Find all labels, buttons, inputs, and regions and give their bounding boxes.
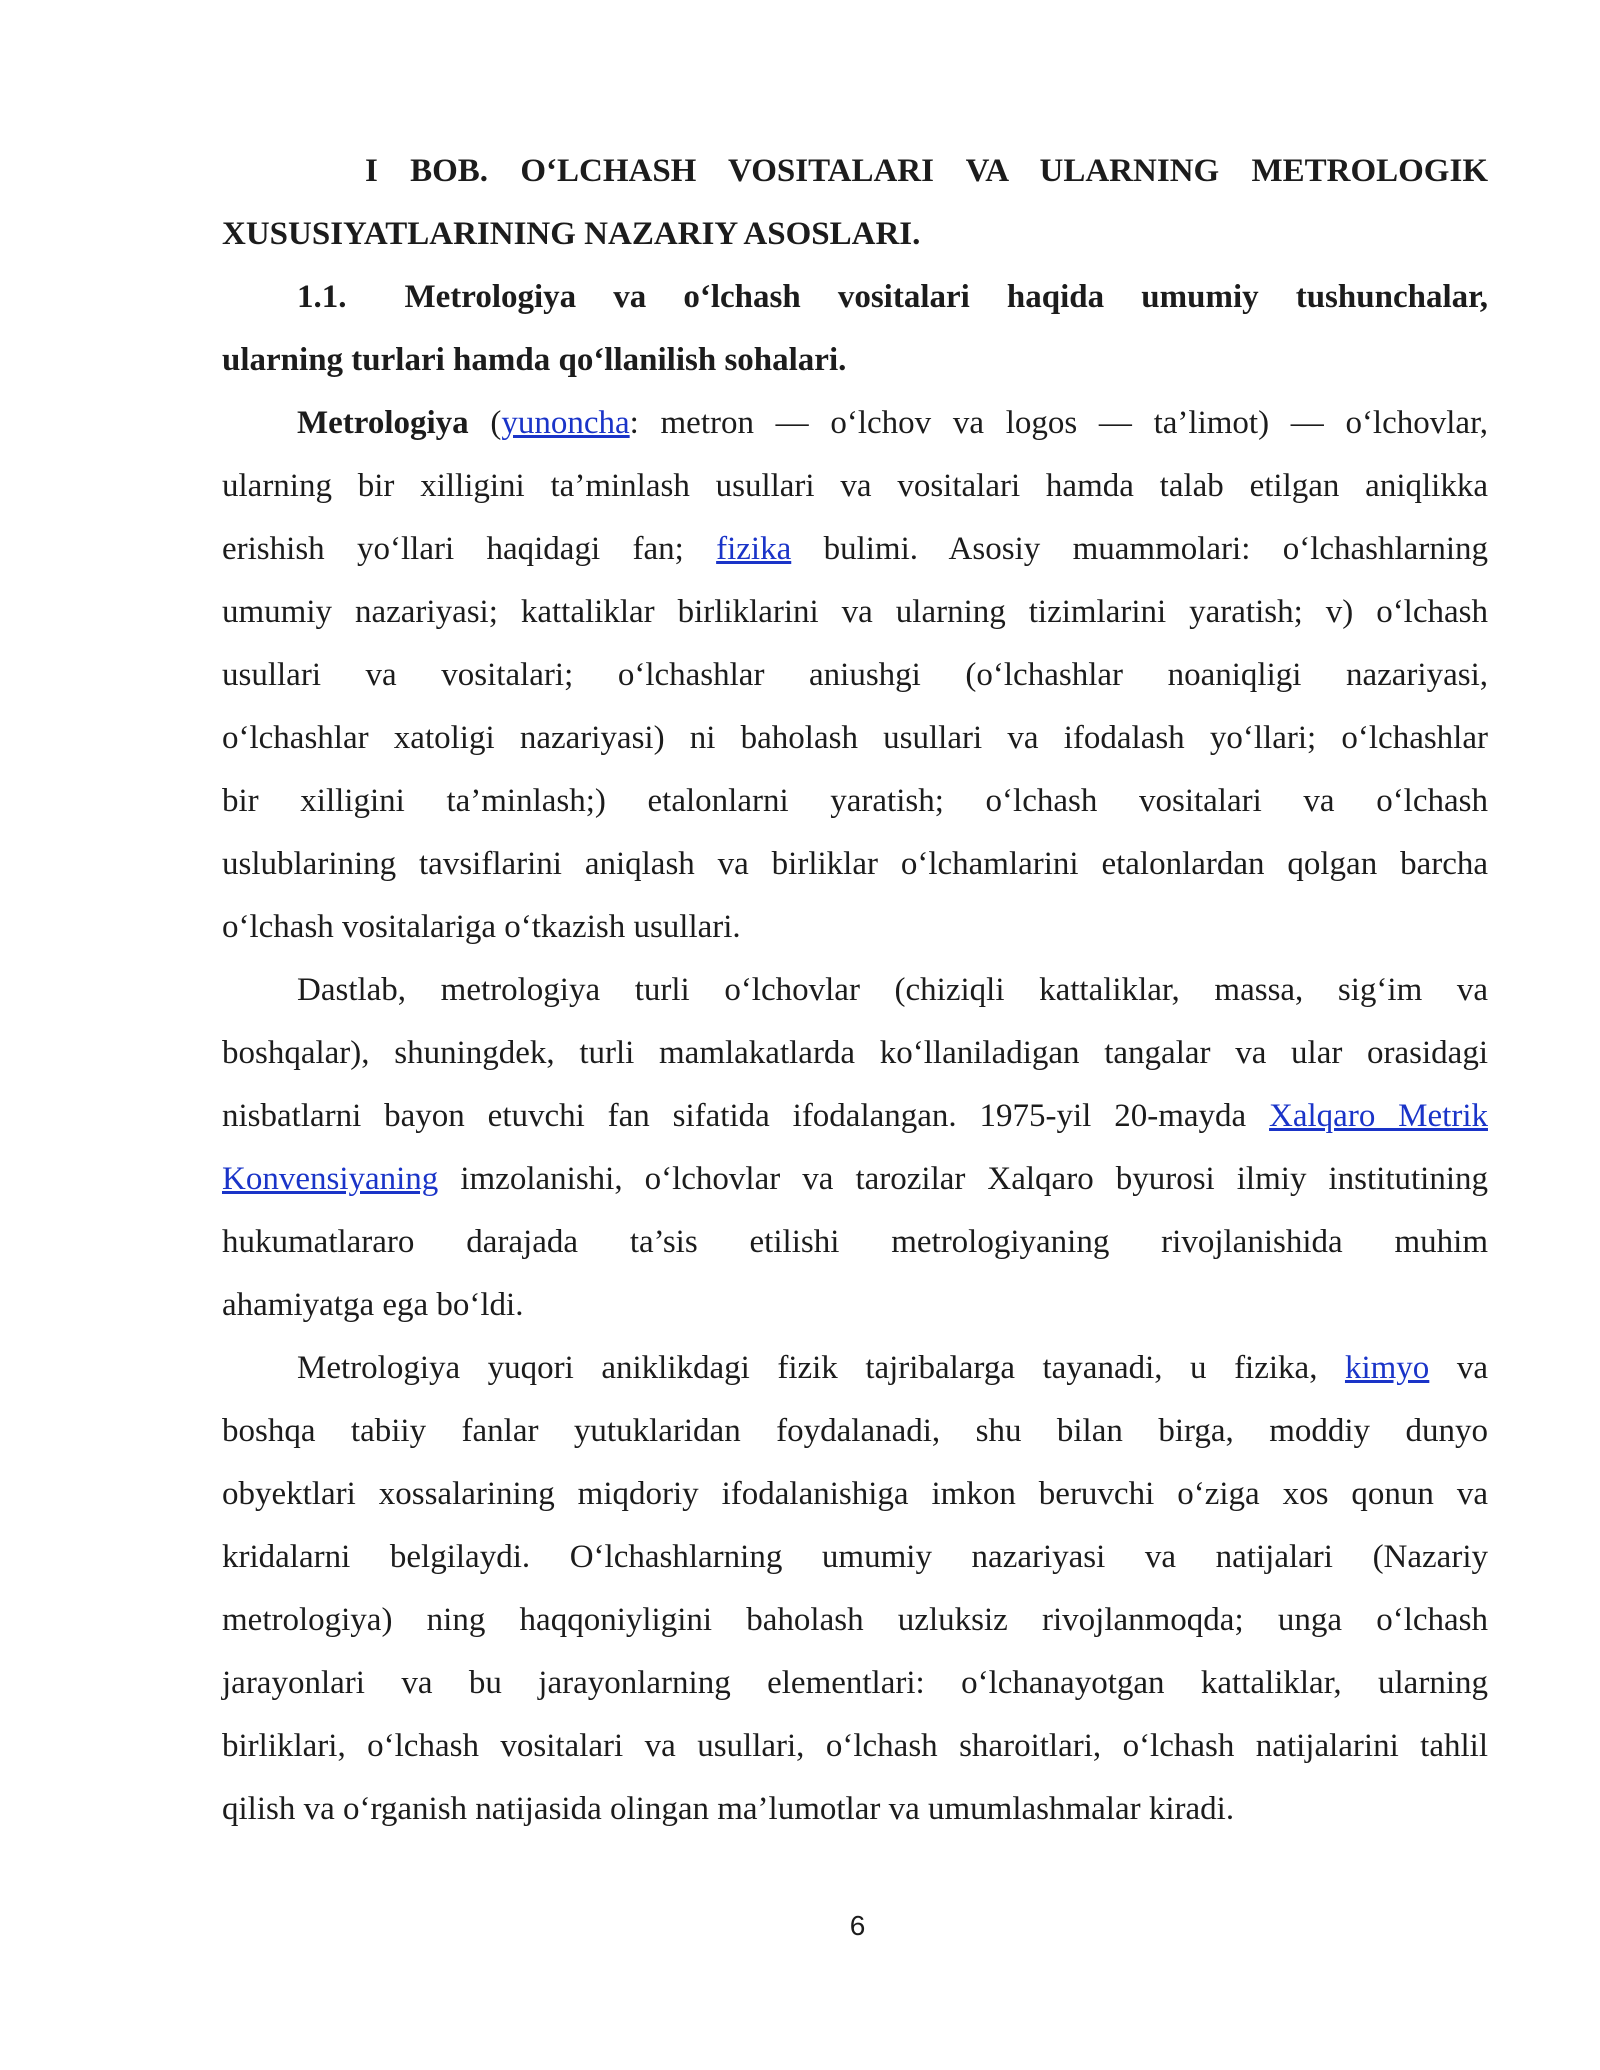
paragraph-1-line-1-rest: : metron — o‘lchov va logos — ta’limot) — o‘lchovlar, <box>629 405 1488 441</box>
paragraph-1-text-3a: erishish yo‘llari haqidagi fan; <box>222 531 717 567</box>
paragraph-3-line-1 <box>222 1337 1488 1400</box>
paragraph-1-line-9 <box>222 896 1488 959</box>
paragraph-1-text-5: usullari va vositalari; o‘lchashlar aniushgi (o‘lchashlar noaniqligi nazariyasi, <box>222 657 1488 693</box>
link-fizika[interactable]: fizika <box>716 531 792 567</box>
link-konvensiyaning[interactable]: Konvensiyaning <box>222 1161 439 1197</box>
paragraph-1-line-2 <box>222 455 1488 518</box>
page-number: 6 <box>849 1910 866 1941</box>
paragraph-3-text-6: jarayonlari va bu jarayonlarning elementlari: o‘lchanayotgan kattaliklar, ularning <box>222 1665 1488 1701</box>
paragraph-1-line-3 <box>222 518 1488 581</box>
paragraph-3-line-5 <box>222 1589 1488 1652</box>
paragraph-2-text-4: imzolanishi, o‘lchovlar va tarozilar Xalqaro byurosi ilmiy institutining <box>438 1161 1488 1197</box>
paragraph-3-line-2 <box>222 1400 1488 1463</box>
paragraph-1-line-7 <box>222 770 1488 833</box>
paragraph-3-text-7: birliklari, o‘lchash vositalari va usullari, o‘lchash sharoitlari, o‘lchash natijalarini tahlil <box>222 1728 1488 1764</box>
section-heading-line-2 <box>222 329 1488 392</box>
paragraph-1-text-2: ularning bir xilligini ta’minlash usullari va vositalari hamda talab etilgan aniqlikka <box>222 468 1488 504</box>
link-xalqaro-metrik[interactable]: Xalqaro Metrik <box>1269 1098 1488 1134</box>
paragraph-3-text-2: boshqa tabiiy fanlar yutuklaridan foydalanadi, shu bilan birga, moddiy dunyo <box>222 1413 1488 1449</box>
paragraph-2-text-5: hukumatlararo darajada ta’sis etilishi metrologiyaning rivojlanishida muhim <box>222 1224 1488 1260</box>
paragraph-2-line-4 <box>222 1148 1488 1211</box>
paragraph-1-text-9: o‘lchash vositalariga o‘tkazish usullari. <box>222 909 741 945</box>
paragraph-2-text-3: nisbatlarni bayon etuvchi fan sifatida ifodalangan. 1975-yil 20-mayda <box>222 1098 1270 1134</box>
section-number: 1.1. <box>297 279 347 315</box>
paragraph-2-line-1 <box>222 959 1488 1022</box>
paragraph-3-text-8: qilish va o‘rganish natijasida olingan ma’lumotlar va umumlashmalar kiradi. <box>222 1791 1235 1827</box>
paragraph-2-text-1: Dastlab, metrologiya turli o‘lchovlar (chiziqli kattaliklar, massa, sig‘im va <box>297 972 1488 1008</box>
paragraph-3-text-1b: va <box>1429 1350 1488 1386</box>
chapter-title-line-1 <box>222 140 1488 203</box>
paragraph-3-text-1a: Metrologiya yuqori aniklikdagi fizik tajribalarga tayanadi, u fizika, <box>297 1350 1345 1386</box>
paragraph-3-line-4 <box>222 1526 1488 1589</box>
paragraph-3-line-6 <box>222 1652 1488 1715</box>
chapter-title-line-2 <box>222 203 1488 266</box>
paragraph-2-line-2 <box>222 1022 1488 1085</box>
paragraph-1-text-6: o‘lchashlar xatoligi nazariyasi) ni baholash usullari va ifodalash yo‘llari; o‘lchashlar <box>222 720 1488 756</box>
section-title-text-1: Metrologiya va o‘lchash vositalari haqida umumiy tushunchalar, <box>404 279 1488 315</box>
paragraph-2-text-6: ahamiyatga ega bo‘ldi. <box>222 1287 524 1323</box>
section-heading-line-1 <box>222 266 1488 329</box>
paragraph-3-line-3 <box>222 1463 1488 1526</box>
paragraph-1-text-7: bir xilligini ta’minlash;) etalonlarni yaratish; o‘lchash vositalari va o‘lchash <box>222 783 1488 819</box>
open-paren: ( <box>468 405 502 441</box>
link-yunoncha[interactable]: yunoncha <box>501 405 630 441</box>
document-page <box>222 140 1488 1841</box>
paragraph-1-line-4 <box>222 581 1488 644</box>
paragraph-1-text-4: umumiy nazariyasi; kattaliklar birliklarini va ularning tizimlarini yaratish; v) o‘lchash <box>222 594 1488 630</box>
chapter-title-text-1: I BOB. O‘LCHASH VOSITALARI VA ULARNING METROLOGIK <box>365 153 1488 189</box>
paragraph-1-text-8: uslublarining tavsiflarini aniqlash va birliklar o‘lchamlarini etalonlardan qolgan barcha <box>222 846 1488 882</box>
paragraph-3-line-8 <box>222 1778 1488 1841</box>
paragraph-3-text-3: obyektlari xossalarining miqdoriy ifodalanishiga imkon beruvchi o‘ziga xos qonun va <box>222 1476 1488 1512</box>
paragraph-3-line-7 <box>222 1715 1488 1778</box>
chapter-title-text-2: XUSUSIYATLARINING NAZARIY ASOSLARI. <box>222 216 921 252</box>
paragraph-1-line-8 <box>222 833 1488 896</box>
link-kimyo[interactable]: kimyo <box>1344 1350 1430 1386</box>
paragraph-1-line-1 <box>222 392 1488 455</box>
section-title-text-2: ularning turlari hamda qo‘llanilish sohalari. <box>222 342 847 378</box>
paragraph-2-line-3 <box>222 1085 1488 1148</box>
paragraph-1-text-3b: bulimi. Asosiy muammolari: o‘lchashlarning <box>791 531 1488 567</box>
paragraph-1-line-6 <box>222 707 1488 770</box>
paragraph-3-text-5: metrologiya) ning haqqoniyligini baholash uzluksiz rivojlanmoqda; unga o‘lchash <box>222 1602 1488 1638</box>
paragraph-1-line-5 <box>222 644 1488 707</box>
paragraph-3-text-4: kridalarni belgilaydi. O‘lchashlarning umumiy nazariyasi va natijalari (Nazariy <box>222 1539 1488 1575</box>
paragraph-2-text-2: boshqalar), shuningdek, turli mamlakatlarda ko‘llaniladigan tangalar va ular orasidagi <box>222 1035 1488 1071</box>
paragraph-2-line-5 <box>222 1211 1488 1274</box>
paragraph-2-line-6 <box>222 1274 1488 1337</box>
term-metrologiya: Metrologiya <box>297 405 469 441</box>
